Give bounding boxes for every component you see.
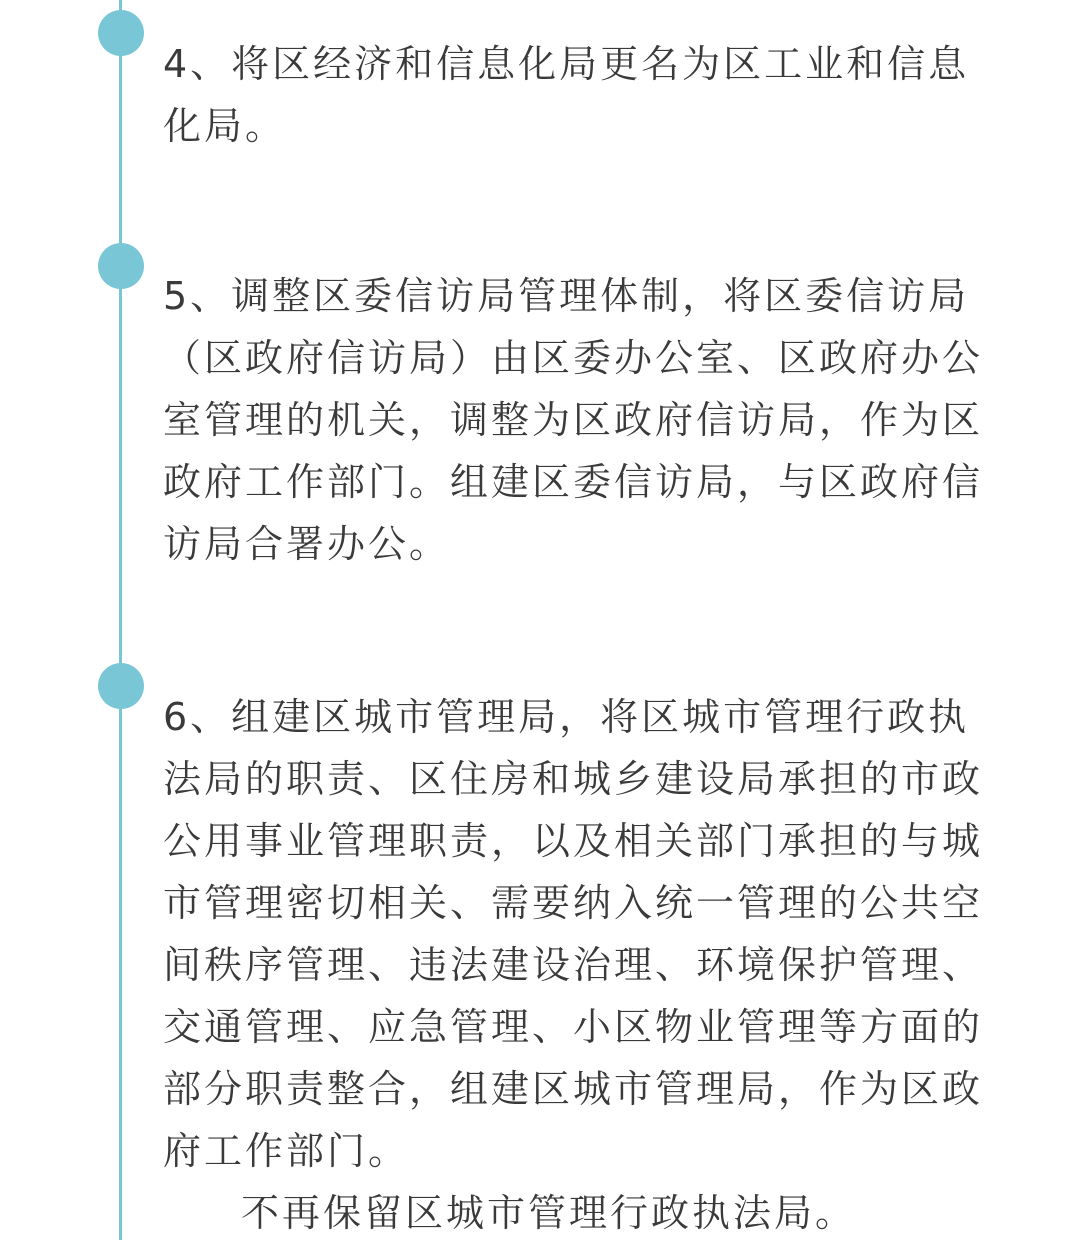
entry-text: 5、调整区委信访局管理体制，将区委信访局（区政府信访局）由区委办公室、区政府办公室管理的机关，调整为区政府信访局，作为区政府工作部门。组建区委信访局，与区政府信访局合署办公。 bbox=[163, 274, 984, 566]
timeline-entry-4 bbox=[163, 33, 1003, 157]
timeline-dot-item-4 bbox=[98, 10, 144, 56]
timeline-dot-item-5 bbox=[98, 243, 144, 289]
timeline-line bbox=[119, 0, 122, 1240]
entry-text: 4、将区经济和信息化局更名为区工业和信息化局。 bbox=[163, 42, 970, 148]
timeline-entry-5 bbox=[163, 265, 1003, 575]
timeline-entry-6 bbox=[163, 686, 1003, 1244]
timeline-dot-item-6 bbox=[98, 663, 144, 709]
entry-text: 6、组建区城市管理局，将区城市管理行政执法局的职责、区住房和城乡建设局承担的市政公用事业管理职责，以及相关部门承担的与城市管理密切相关、需要纳入统一管理的公共空间秩序管理、违法建设治理、环境保护管理、交通管理、应急管理、小区物业管理等方面的部分职责整合，组建区城市管理局，作为区政府工作部门。 bbox=[163, 695, 984, 1173]
entry-note: 不再保留区城市管理行政执法局。 bbox=[241, 1191, 857, 1235]
